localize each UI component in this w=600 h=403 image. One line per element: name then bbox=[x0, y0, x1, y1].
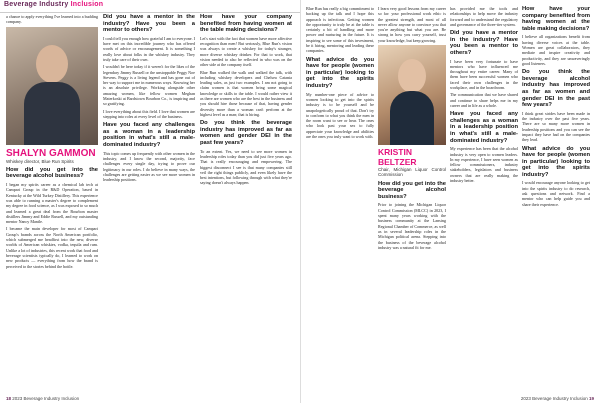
right-col-4 bbox=[522, 6, 590, 391]
profile-name: SHALYN GAMMON bbox=[6, 147, 96, 159]
answer-text: I think great strides have been made in the industry over the past five years. There are so many more women in leadership positions and you can see the impact they have had on the companies they lead. bbox=[522, 110, 590, 143]
header-rule bbox=[0, 12, 300, 13]
profile-title: Chair, Michigan Liquor Control Commission bbox=[378, 167, 446, 178]
question-heading: Did you have a mentor in the industry? Have you been a mentor to others? bbox=[450, 30, 518, 56]
answer-text: has provided me the tools and relationships to help move the industry forward and to understand the regulatory and governance of the three-tier system. bbox=[450, 6, 518, 27]
answer-text: I learn very good lessons from my career so far: your professional work ethic is the greatest strength, and most of all never allow anyone to convince you that you're anything but what you are. Be strong in how you carry yourself, trust your knowledge, but keep growing. bbox=[378, 6, 446, 43]
answer-text: I would encourage anyone looking to get into the spirits industry to do research, ask questions and network. Find a mentor who can help guide you and share their experience. bbox=[522, 180, 590, 207]
answer-text: This topic comes up frequently with other women in the industry, and I know the second, majority, face challenges every single day, trying to prove our legitimacy in our roles. I do believe in many ways, the challenges are getting easier as we see more women in leadership positions. bbox=[103, 150, 195, 183]
profile-card bbox=[6, 148, 98, 164]
portrait-photo bbox=[378, 45, 446, 145]
left-footer bbox=[6, 396, 79, 401]
footer-line: 2023 Beverage Industry Inclusion bbox=[12, 396, 80, 401]
question-heading: What advice do you have for people (women in particular) looking to get into the spirits industry? bbox=[306, 56, 374, 90]
left-col-2 bbox=[103, 14, 195, 391]
page-number: 19 bbox=[588, 396, 594, 401]
question-heading: How did you get into the beverage alcohol business? bbox=[378, 180, 446, 200]
answer-text: My number-one piece of advice to women looking to get into the spirits industry is to be yourself and be unapologetically proud of that. Don't try to conform to what you think the men in the room want to see or hear. The ones who look past your sex to fully appreciate your knowledge and abilities are the ones you truly want to work with. bbox=[306, 91, 374, 140]
right-page bbox=[300, 0, 600, 403]
question-heading: How have your company benefited from having women at the table making decisions? bbox=[522, 6, 590, 32]
answer-text: I could tell you enough how grateful I am to everyone. I have met on this incredible journey who has offered words of advice or encouragement. It is something I really love about folks in the whiskey industry. They truly take care of their own. bbox=[103, 35, 195, 62]
answer-text: I wouldn't be here today if it weren't for the likes of the legendary Jimmy Russell or the unstoppable Peggy Noe Stevens. Peggy is a living legend and has gone out of her way to support me in numerous ways. Knowing her is an absolute privilege. Working alongside other amazing women, like fellow women Meghan Materkoski at Bardstown Bourbon Co., is inspiring and so gratifying. bbox=[103, 64, 195, 107]
answer-text: I became the main developer for most of Campari Group's brands across the North American portfolio, which submerged me headfirst into the new, diverse worlds of American whiskies, vodka, tequila and rum. Unlike a lot of industries, this recent work that food and beverage scientists typically do, I learned to work on new products — everything from how the brand is perceived to the stories behind the bottle. bbox=[6, 226, 98, 269]
answer-text: The communication that we have shared and continue to share helps me in my career and in life as a whole. bbox=[450, 92, 518, 108]
question-heading: Have you faced any challenges as a woman in a leadership position in what's still a male-dominated industry? bbox=[450, 111, 518, 144]
left-col-1 bbox=[6, 14, 98, 391]
right-col-2 bbox=[378, 6, 446, 391]
publication-name bbox=[4, 1, 103, 8]
question-heading: How did you get into the beverage alcohol business? bbox=[6, 166, 98, 180]
answer-text: Let's start with the fact that women have more affective recognition than men! But seriously, Blue Run's vision was always to create a whiskey for today's stranger, more diverse whiskey drinker. For that to work, that vision needed to also be reflected in who was on the other side at the company itself. bbox=[200, 35, 292, 68]
portrait-face bbox=[398, 59, 426, 93]
question-heading: Do you think the beverage alcohol industry has improved as far as women and gender DEI in the past few years? bbox=[522, 69, 590, 109]
answer-text: I believe all organizations benefit from having diverse voices at the table. Women are great collaborators, they mediate and inspire creativity and productivity, and they are unwaveringly good listeners. bbox=[522, 34, 590, 66]
question-heading: Do you think the beverage industry has improved as far as women and gender DEI in the past few years? bbox=[200, 120, 292, 147]
question-heading: What advice do you have for people (women in particular) looking to get into the spirits industry? bbox=[522, 145, 590, 178]
answer-text: Blue Run walked the walk and walked the talk, with including whiskey developers and Chelsea Catania leading sales, as just two examples. I am not going to claim women is that women bring some magical knowledge or skills to the table. I would rather view it as there are women who are the best in the business and you should hire those because of that, having gender diversity more than a woman can't perform at the highest level as a man; that is hiring. bbox=[200, 69, 292, 117]
portrait-face bbox=[36, 45, 68, 83]
left-col-3 bbox=[200, 14, 292, 391]
question-heading: Did you have a mentor in the industry? Have you been a mentor to others? bbox=[103, 14, 195, 34]
right-col-3 bbox=[450, 6, 518, 391]
page-number: 18 bbox=[6, 396, 12, 401]
answer-text: I began my spirits career as a chemical lab tech at Campari Group in the R&D Operation, based in Kentucky at the Wild Turkey Distillery. This experience was able to running a master's degree to complement my degree in food science, as I was exposed to so much and learned a great deal from the Bourbon master distillers Jimmy and Eddie Russell, and my outstanding mentor Nancy Mantle. bbox=[6, 182, 98, 225]
answer-text: Blue Run has really a big commitment to backing up the talk and I hope this approach is infectious. Getting women the opportunity to truly be at the table is certainly a bit of handling and more power and nurturing in the future. It is inspiring to see some of this investment, be it hiring, mentoring and leading these companies. bbox=[306, 6, 374, 54]
portrait-body bbox=[24, 82, 80, 145]
left-columns bbox=[6, 14, 294, 391]
answer-text: My experience has been that the alcohol industry is very open to women leaders. In my experience, I have seen women as fellow commissioners, industry stakeholders, legislators and business owners that are really making the industry better. bbox=[450, 146, 518, 183]
answer-text: Prior to joining the Michigan Liquor Control Commission (MLCC) in 2023, I spent many years working with the business community at the Lansing Regional Chamber of Commerce, as well as in several leadership roles in the Michigan political arena. Stepping into the business of the beverage alcohol industry was a natural fit for me. bbox=[378, 202, 446, 250]
portrait-body bbox=[390, 91, 434, 145]
answer-text: I love everything about this field. I love that women are stepping into roles at every level of the business. bbox=[103, 108, 195, 119]
running-header bbox=[0, 0, 300, 10]
portrait-photo bbox=[6, 27, 98, 145]
profile-name: KRISTIN BELTZER bbox=[378, 147, 417, 167]
profile-title: Whiskey director, Blue Run Spirits bbox=[6, 158, 74, 164]
question-heading: How have your company benefited from having women at the table making decisions? bbox=[200, 14, 292, 34]
right-columns bbox=[306, 6, 595, 391]
publication-title: Beverage Industry bbox=[4, 1, 69, 8]
profile-card bbox=[378, 148, 446, 178]
intro-text: a chance to apply everything I've learned into a budding company. bbox=[6, 14, 98, 25]
footer-line: 2023 Beverage Industry Inclusion bbox=[520, 396, 588, 401]
right-col-1 bbox=[306, 6, 374, 391]
answer-text: I have been very fortunate to have mentors who have influenced me throughout my entire career. Many of them have been successful women who faced their own challenges in the workplace, and in the boardroom. bbox=[450, 58, 518, 91]
question-heading: Have you faced any challenges as a woman in a leadership position in what's still a male-dominated industry? bbox=[103, 122, 195, 149]
section-tag: Inclusion bbox=[70, 1, 104, 8]
right-footer bbox=[521, 396, 594, 401]
answer-text: To an extent. Yes, we need to see more women in leadership roles today than you did just five years ago. That is really encouraging and empowering. The biggest disconnect I see is that many companies still veil the right things publicly, and even likely have the best intentions, but following through with what they're saying doesn't always happen. bbox=[200, 148, 292, 186]
